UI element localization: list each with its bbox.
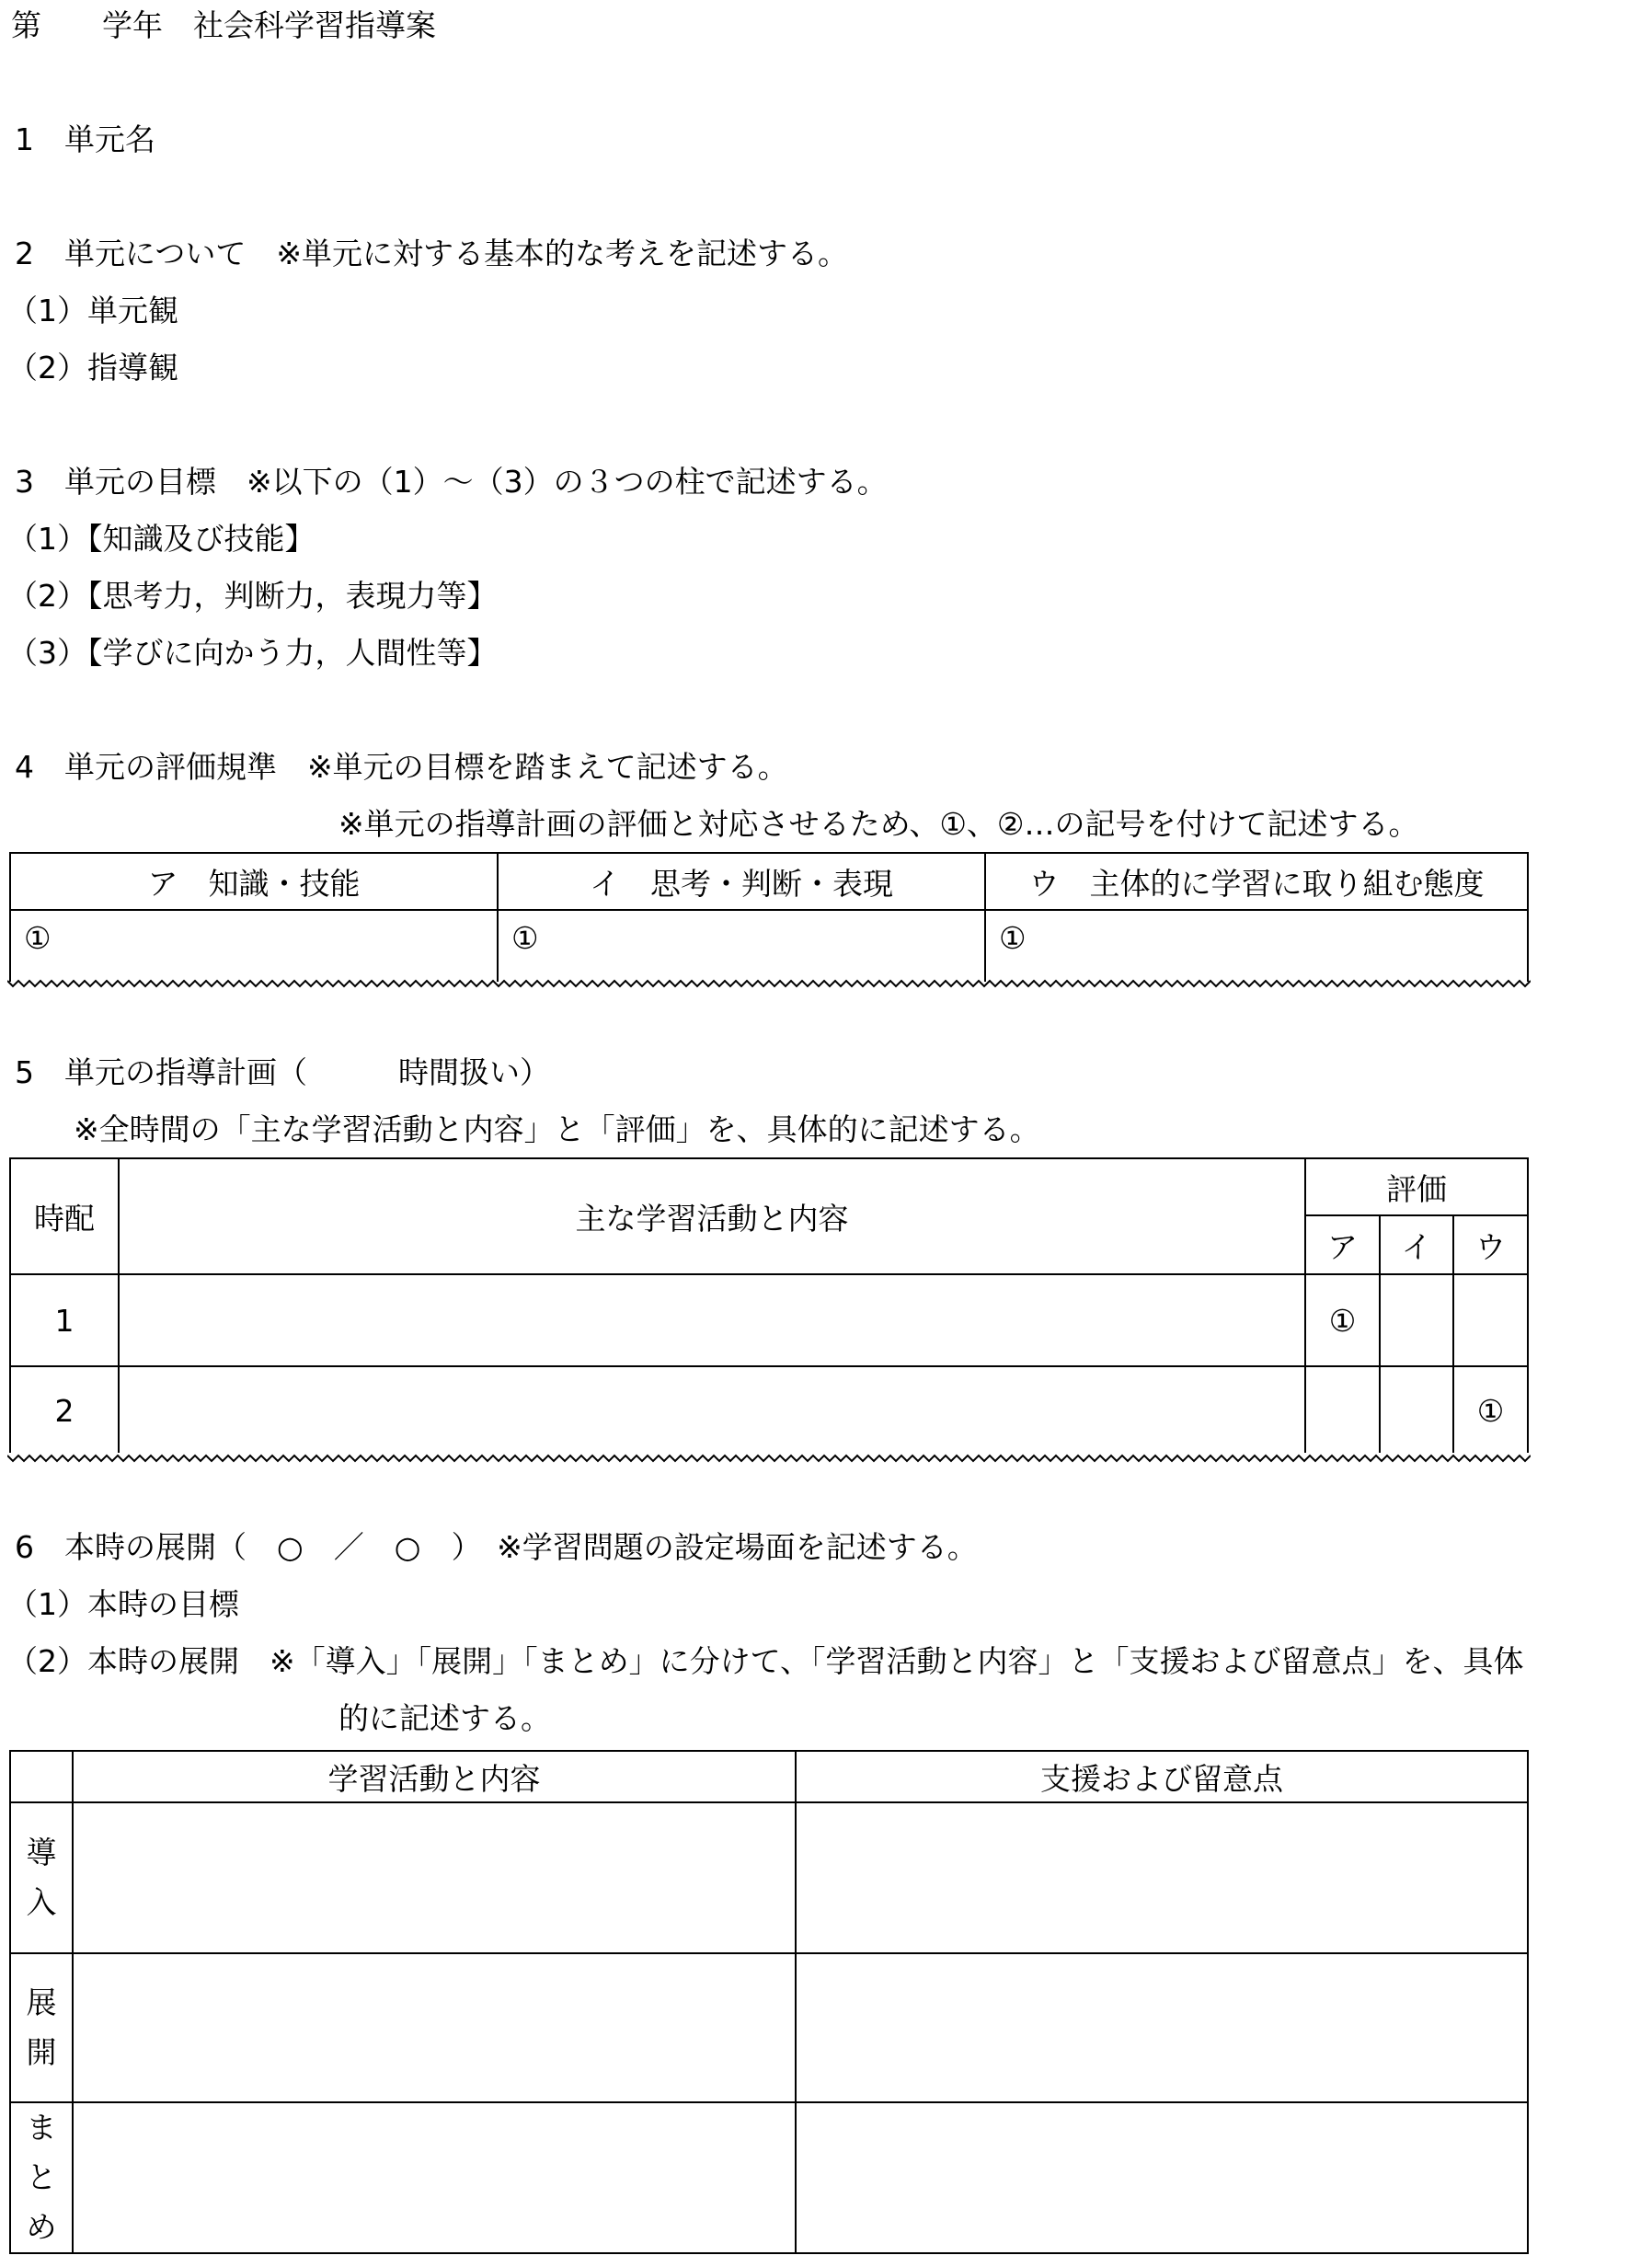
document-title: 第 学年 社会科学習指導案 (11, 7, 436, 43)
plan-header-eval-i: イ (1380, 1215, 1453, 1274)
section-4-heading: 4 単元の評価規準 ※単元の目標を踏まえて記述する。 (15, 749, 788, 785)
plan-header-evaluation: 評価 (1305, 1158, 1528, 1215)
plan-row-1-eval-a: ① (1305, 1274, 1380, 1366)
table-row (10, 2102, 1528, 2253)
stage-summary-char-2: と (26, 2159, 57, 2195)
stage-summary-char-1: ま (26, 2110, 57, 2146)
table-row (10, 1802, 1528, 1953)
plan-header-time: 時配 (10, 1158, 119, 1274)
table-row (10, 1953, 1528, 2102)
plan-row-2-eval-u: ① (1453, 1366, 1528, 1453)
stage-development (10, 1953, 73, 2102)
table-row (10, 1366, 1528, 1453)
criteria-header-attitude: ウ 主体的に学習に取り組む態度 (985, 853, 1528, 910)
section-6-item-2-continued: 的に記述する。 (338, 1700, 551, 1736)
summary-support-cell (796, 2102, 1528, 2253)
section-6-heading: 6 本時の展開（ ○ ／ ○ ） ※学習問題の設定場面を記述する。 (15, 1529, 978, 1565)
wavy-line (7, 981, 1531, 986)
criteria-header-knowledge: ア 知識・技能 (10, 853, 498, 910)
section-1-heading: 1 単元名 (15, 121, 155, 157)
plan-table-wavy-break (7, 1452, 1531, 1465)
stage-introduction-char-1: 導 (26, 1835, 57, 1870)
stage-summary (10, 2102, 73, 2253)
stage-introduction (10, 1802, 73, 1953)
section-4-note: ※単元の指導計画の評価と対応させるため、①、②…の記号を付けて記述する。 (338, 806, 1419, 842)
plan-row-1-activity (119, 1274, 1305, 1366)
criteria-cell-knowledge: ① (10, 910, 498, 982)
wavy-line (7, 1456, 1531, 1461)
section-2-item-1: （1）単元観 (7, 293, 178, 328)
section-6-item-2: （2）本時の展開 ※「導入」「展開」「まとめ」に分けて、「学習活動と内容」と「支援および留意点」を、具体 (7, 1643, 1524, 1679)
plan-row-1-eval-u (1453, 1274, 1528, 1366)
plan-row-1-time: 1 (10, 1274, 119, 1366)
flow-header-blank (10, 1751, 73, 1802)
section-3-item-2: （2）【思考力，判断力，表現力等】 (7, 578, 498, 614)
stage-development-char-1: 展 (26, 1985, 57, 2020)
introduction-activity-cell (73, 1802, 796, 1953)
section-5-note: ※全時間の「主な学習活動と内容」と「評価」を、具体的に記述する。 (74, 1111, 1040, 1147)
criteria-cell-attitude: ① (985, 910, 1528, 982)
stage-development-char-2: 開 (26, 2034, 57, 2070)
plan-header-activity: 主な学習活動と内容 (119, 1158, 1305, 1274)
section-3-item-1: （1）【知識及び技能】 (7, 521, 315, 557)
plan-header-eval-u: ウ (1453, 1215, 1528, 1274)
evaluation-criteria-table (9, 852, 1529, 982)
plan-row-2-time: 2 (10, 1366, 119, 1453)
section-3-item-3: （3）【学びに向かう力，人間性等】 (7, 635, 498, 671)
introduction-support-cell (796, 1802, 1528, 1953)
development-support-cell (796, 1953, 1528, 2102)
stage-introduction-char-2: 入 (26, 1884, 57, 1920)
teaching-plan-table (9, 1157, 1529, 1453)
plan-row-2-activity (119, 1366, 1305, 1453)
plan-row-2-eval-a (1305, 1366, 1380, 1453)
criteria-cell-thinking: ① (498, 910, 985, 982)
summary-activity-cell (73, 2102, 796, 2253)
lesson-flow-table (9, 1750, 1529, 2254)
table-row (10, 1274, 1528, 1366)
section-2-item-2: （2）指導観 (7, 350, 178, 386)
plan-header-eval-a: ア (1305, 1215, 1380, 1274)
flow-header-activity: 学習活動と内容 (73, 1751, 796, 1802)
section-2-heading: 2 単元について ※単元に対する基本的な考えを記述する。 (15, 236, 848, 271)
plan-row-1-eval-i (1380, 1274, 1453, 1366)
plan-row-2-eval-i (1380, 1366, 1453, 1453)
criteria-header-thinking: イ 思考・判断・表現 (498, 853, 985, 910)
criteria-table-wavy-break (7, 977, 1531, 990)
flow-header-support: 支援および留意点 (796, 1751, 1528, 1802)
section-6-item-1: （1）本時の目標 (7, 1586, 239, 1622)
section-5-heading: 5 単元の指導計画（ 時間扱い） (15, 1054, 550, 1090)
development-activity-cell (73, 1953, 796, 2102)
stage-summary-char-3: め (26, 2209, 57, 2245)
section-3-heading: 3 単元の目標 ※以下の（1）～（3）の３つの柱で記述する。 (15, 464, 888, 500)
